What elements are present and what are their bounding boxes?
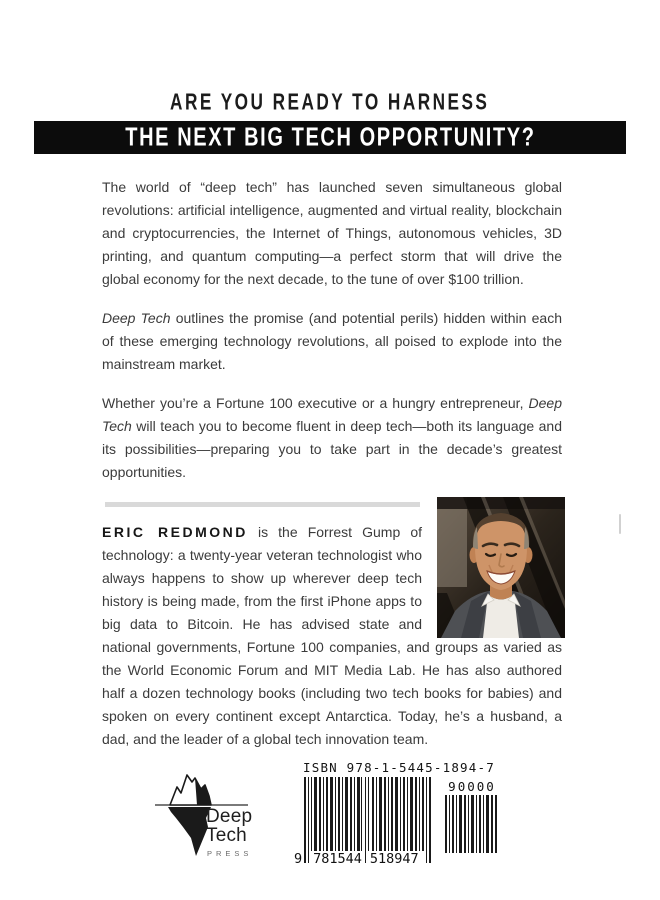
publisher-imprint: PRESS xyxy=(207,849,253,858)
book-title-italic: Deep Tech xyxy=(102,310,171,326)
price-supplement xyxy=(444,779,500,853)
isbn-number: ISBN 978-1-5445-1894-7 xyxy=(303,760,495,775)
title-banner xyxy=(34,121,626,154)
publisher-name: Deep Tech xyxy=(206,806,253,846)
barcode-bars xyxy=(294,777,504,867)
supplement-digits: 90000 xyxy=(448,779,496,794)
paragraph-3: Whether you’re a Fortune 100 executive or a hungry entrepreneur, Deep Tech will teach you to become fluent in deep tech—both its language and its possibilities—preparing you to take part in the decade’s greatest opportunities. xyxy=(102,395,562,480)
title-banner-text: THE NEXT BIG TECH OPPORTUNITY? xyxy=(124,122,536,152)
scan-artifact xyxy=(619,514,621,534)
back-cover-copy xyxy=(102,176,562,500)
book-title-italic: Deep Tech xyxy=(102,395,562,434)
headline-text: ARE YOU READY TO HARNESS xyxy=(170,89,490,116)
author-name: ERIC REDMOND xyxy=(102,524,248,540)
author-portrait-illustration xyxy=(437,497,565,638)
paragraph-1: The world of “deep tech” has launched seven simultaneous global revolutions: artificial intelligence, augmented and virtual reality, blockchain and cryptocurrencies, the Internet of Things, autonomous vehicles, 3D printing, and quantum computing—a perfect storm that will drive the global economy for the next decade, to the tune of over $100 trillion. xyxy=(102,179,562,287)
headline xyxy=(0,90,660,116)
ean5-bars xyxy=(444,795,498,853)
publisher-logo xyxy=(150,770,252,862)
ean13-digits: 9 781544 518947 xyxy=(294,851,440,867)
section-divider xyxy=(105,502,420,507)
isbn-barcode xyxy=(294,760,504,868)
author-bio-text: is the Forrest Gump of technology: a twenty-year veteran technologist who always happens to show up wherever deep tech history is being made, from the first iPhone apps to big data to Bitcoin. He has advised state and national governments, Fortune 100 companies, and groups as varied as the World Economic Forum and MIT Media Lab. He has also authored half a dozen technology books (including two tech books for babies) and spoken on every continent except Antarctica. Today, he’s a husband, a dad, and the leader of a global tech innovation team. xyxy=(102,524,562,747)
author-photo xyxy=(437,497,565,638)
paragraph-2: Deep Tech outlines the promise (and potential perils) hidden within each of these emerging technology revolutions, all poised to explode into the mainstream market. xyxy=(102,310,562,372)
